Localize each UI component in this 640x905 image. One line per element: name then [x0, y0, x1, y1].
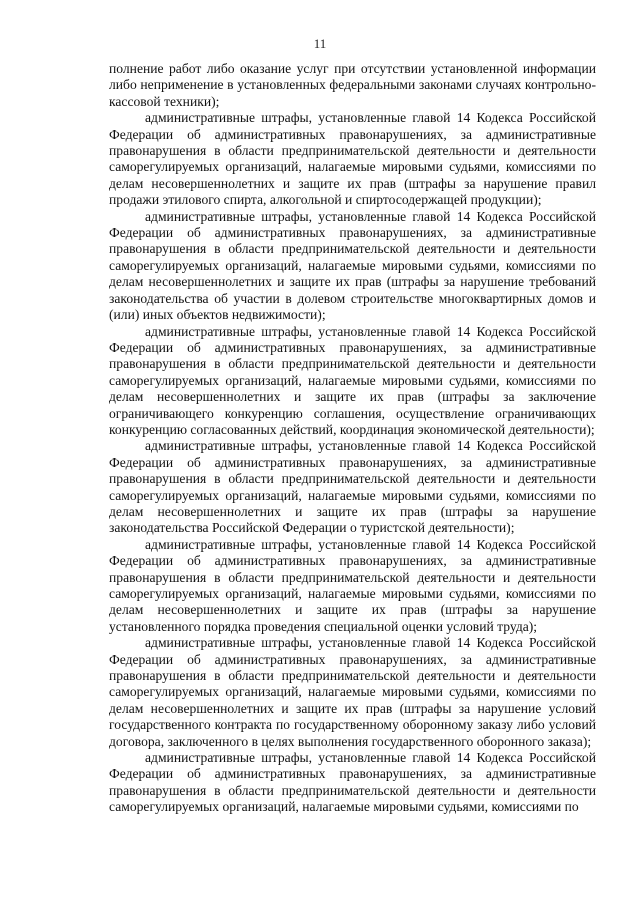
paragraph-6: административные штрафы, установленные главой 14 Кодекса Российской Федерации об административных правонарушениях, за административные правонарушения в области предпринимательской деятельности и деятельности саморегулируемых организаций, налагаемые мировыми судьями, комиссиями по делам несовершеннолетних и защите их прав (штрафы за нарушение установленного порядка проведения специальной оценки условий труда); — [109, 536, 596, 634]
document-body — [109, 61, 596, 816]
paragraph-4: административные штрафы, установленные главой 14 Кодекса Российской Федерации об административных правонарушениях, за административные правонарушения в области предпринимательской деятельности и деятельности саморегулируемых организаций, налагаемые мировыми судьями, комиссиями по делам несовершеннолетних и защите их прав (штрафы за заключение ограничивающего конкуренцию соглашения, осуществление ограничивающих конкуренцию согласованных действий, координация экономической деятельности); — [109, 323, 596, 437]
page-number: 11 — [313, 36, 327, 51]
paragraph-3: административные штрафы, установленные главой 14 Кодекса Российской Федерации об административных правонарушениях, за административные правонарушения в области предпринимательской деятельности и деятельности саморегулируемых организаций, налагаемые мировыми судьями, комиссиями по делам несовершеннолетних и защите их прав (штрафы за нарушение требований законодательства об участии в долевом строительстве многоквартирных домов и (или) иных объектов недвижимости); — [109, 208, 596, 323]
paragraph-5: административные штрафы, установленные главой 14 Кодекса Российской Федерации об административных правонарушениях, за административные правонарушения в области предпринимательской деятельности и деятельности саморегулируемых организаций, налагаемые мировыми судьями, комиссиями по делам несовершеннолетних и защите их прав (штрафы за нарушение законодательства Российской Федерации о туристской деятельности); — [109, 438, 596, 536]
paragraph-2: административные штрафы, установленные главой 14 Кодекса Российской Федерации об административных правонарушениях, за административные правонарушения в области предпринимательской деятельности и деятельности саморегулируемых организаций, налагаемые мировыми судьями, комиссиями по делам несовершеннолетних и защите их прав (штрафы за нарушение правил продажи этилового спирта, алкогольной и спиртосодержащей продукции); — [109, 110, 596, 208]
paragraph-7: административные штрафы, установленные главой 14 Кодекса Российской Федерации об административных правонарушениях, за административные правонарушения в области предпринимательской деятельности и деятельности саморегулируемых организаций, налагаемые мировыми судьями, комиссиями по делам несовершеннолетних и защите их прав (штрафы за нарушение условий государственного контракта по государственному оборонному заказу либо условий договора, заключенного в целях выполнения государственного оборонного заказа); — [109, 635, 596, 749]
paragraph-8: административные штрафы, установленные главой 14 Кодекса Российской Федерации об административных правонарушениях, за административные правонарушения в области предпринимательской деятельности и деятельности саморегулируемых организаций, налагаемые мировыми судьями, комиссиями по — [109, 750, 596, 815]
paragraph-1: полнение работ либо оказание услуг при отсутствии установленной информации либо неприменение в установленных федеральными законами случаях контрольно-кассовой техники); — [109, 61, 596, 109]
